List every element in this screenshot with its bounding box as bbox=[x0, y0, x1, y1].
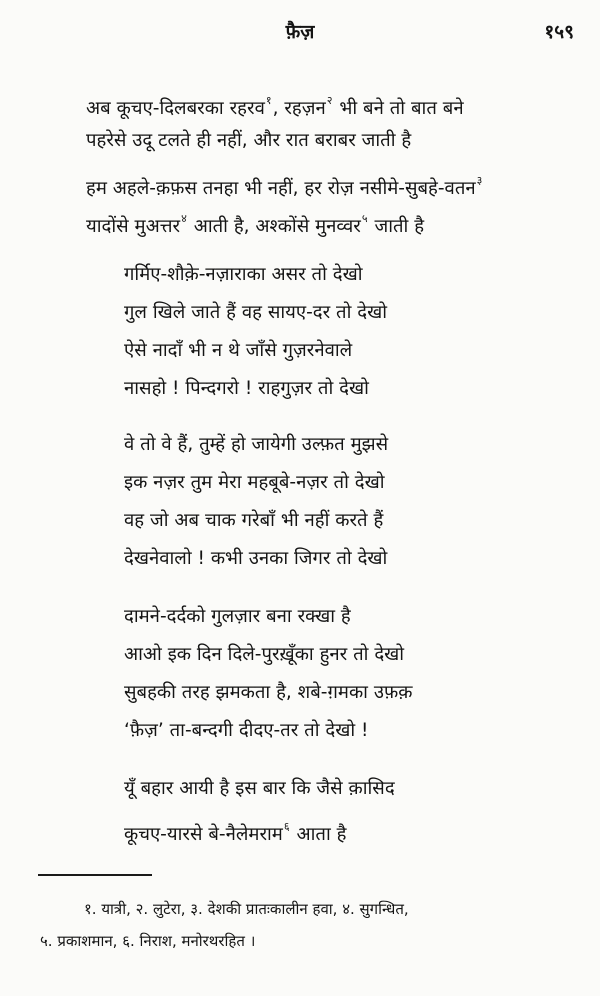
verse-line: वे तो वे हैं, तुम्हें हो जायेगी उल्फ़त मुझसे bbox=[124, 434, 389, 455]
footnote-ref: ५ bbox=[361, 212, 368, 225]
verse-line: यादोंसे मुअत्तर$^४$ आती है, अश्कोंसे मुनव्वर$^५$ जाती है bbox=[86, 212, 425, 237]
verse-line: देखनेवालो ! कभी उनका जिगर तो देखो bbox=[124, 548, 388, 569]
verse-line: ऐसे नादाँ भी न थे जाँसे गुज़रनेवाले bbox=[124, 340, 353, 361]
verse-line: हम अहले-क़फ़स तनहा भी नहीं, हर रोज़ नसीमे-सुबहे-वतन$^३$ bbox=[86, 174, 483, 199]
verse-line: सुबहकी तरह झमकता है, शबे-ग़मका उफ़क़ bbox=[124, 682, 413, 703]
verse-line: वह जो अब चाक गरेबाँ भी नहीं करते हैं bbox=[124, 510, 384, 531]
footnote-line: ५. प्रकाशमान, ६. निराश, मनोरथरहित । bbox=[40, 932, 256, 950]
page-number: १५९ bbox=[544, 21, 574, 43]
verse-line: आओ इक दिन दिले-पुरख़ूँका हुनर तो देखो bbox=[124, 644, 405, 665]
verse-line: ‘फ़ैज़’ ता-बन्दगी दीदए-तर तो देखो ! bbox=[124, 720, 369, 741]
footnote-ref: ४ bbox=[181, 212, 187, 225]
footnote-ref: ३ bbox=[476, 174, 483, 187]
verse-line: यूँ बहार आयी है इस बार कि जैसे क़ासिद bbox=[124, 778, 395, 799]
verse-line: इक नज़र तुम मेरा महबूबे-नज़र तो देखो bbox=[124, 472, 385, 493]
verse-line: दामने-दर्दको गुलज़ार बना रक्खा है bbox=[124, 606, 351, 627]
verse-line: गर्मिए-शौक़े-नज़ाराका असर तो देखो bbox=[124, 264, 363, 285]
footnote-ref: ६ bbox=[283, 820, 290, 833]
verse-line: अब कूचए-दिलबरका रहरव$^१$, रहज़न$^२$ भी बने तो बात बने bbox=[86, 94, 464, 119]
running-title: फ़ैज़ bbox=[285, 21, 315, 43]
footnote-divider bbox=[38, 874, 152, 876]
verse-line: गुल खिले जाते हैं वह सायए-दर तो देखो bbox=[124, 302, 387, 323]
verse-line: कूचए-यारसे बे-नैलेमराम$^६$ आता है bbox=[124, 820, 347, 845]
verse-line: पहरेसे उदू टलते ही नहीं, और रात बराबर जाती है bbox=[86, 130, 412, 151]
page-header bbox=[0, 14, 600, 44]
footnote-ref: २ bbox=[326, 94, 333, 107]
footnote-line: १. यात्री, २. लुटेरा, ३. देशकी प्रातःकालीन हवा, ४. सुगन्धित, bbox=[84, 900, 409, 918]
footnote-ref: १ bbox=[265, 94, 272, 107]
verse-line: नासहो ! पिन्दगरो ! राहगुज़र तो देखो bbox=[124, 378, 369, 399]
